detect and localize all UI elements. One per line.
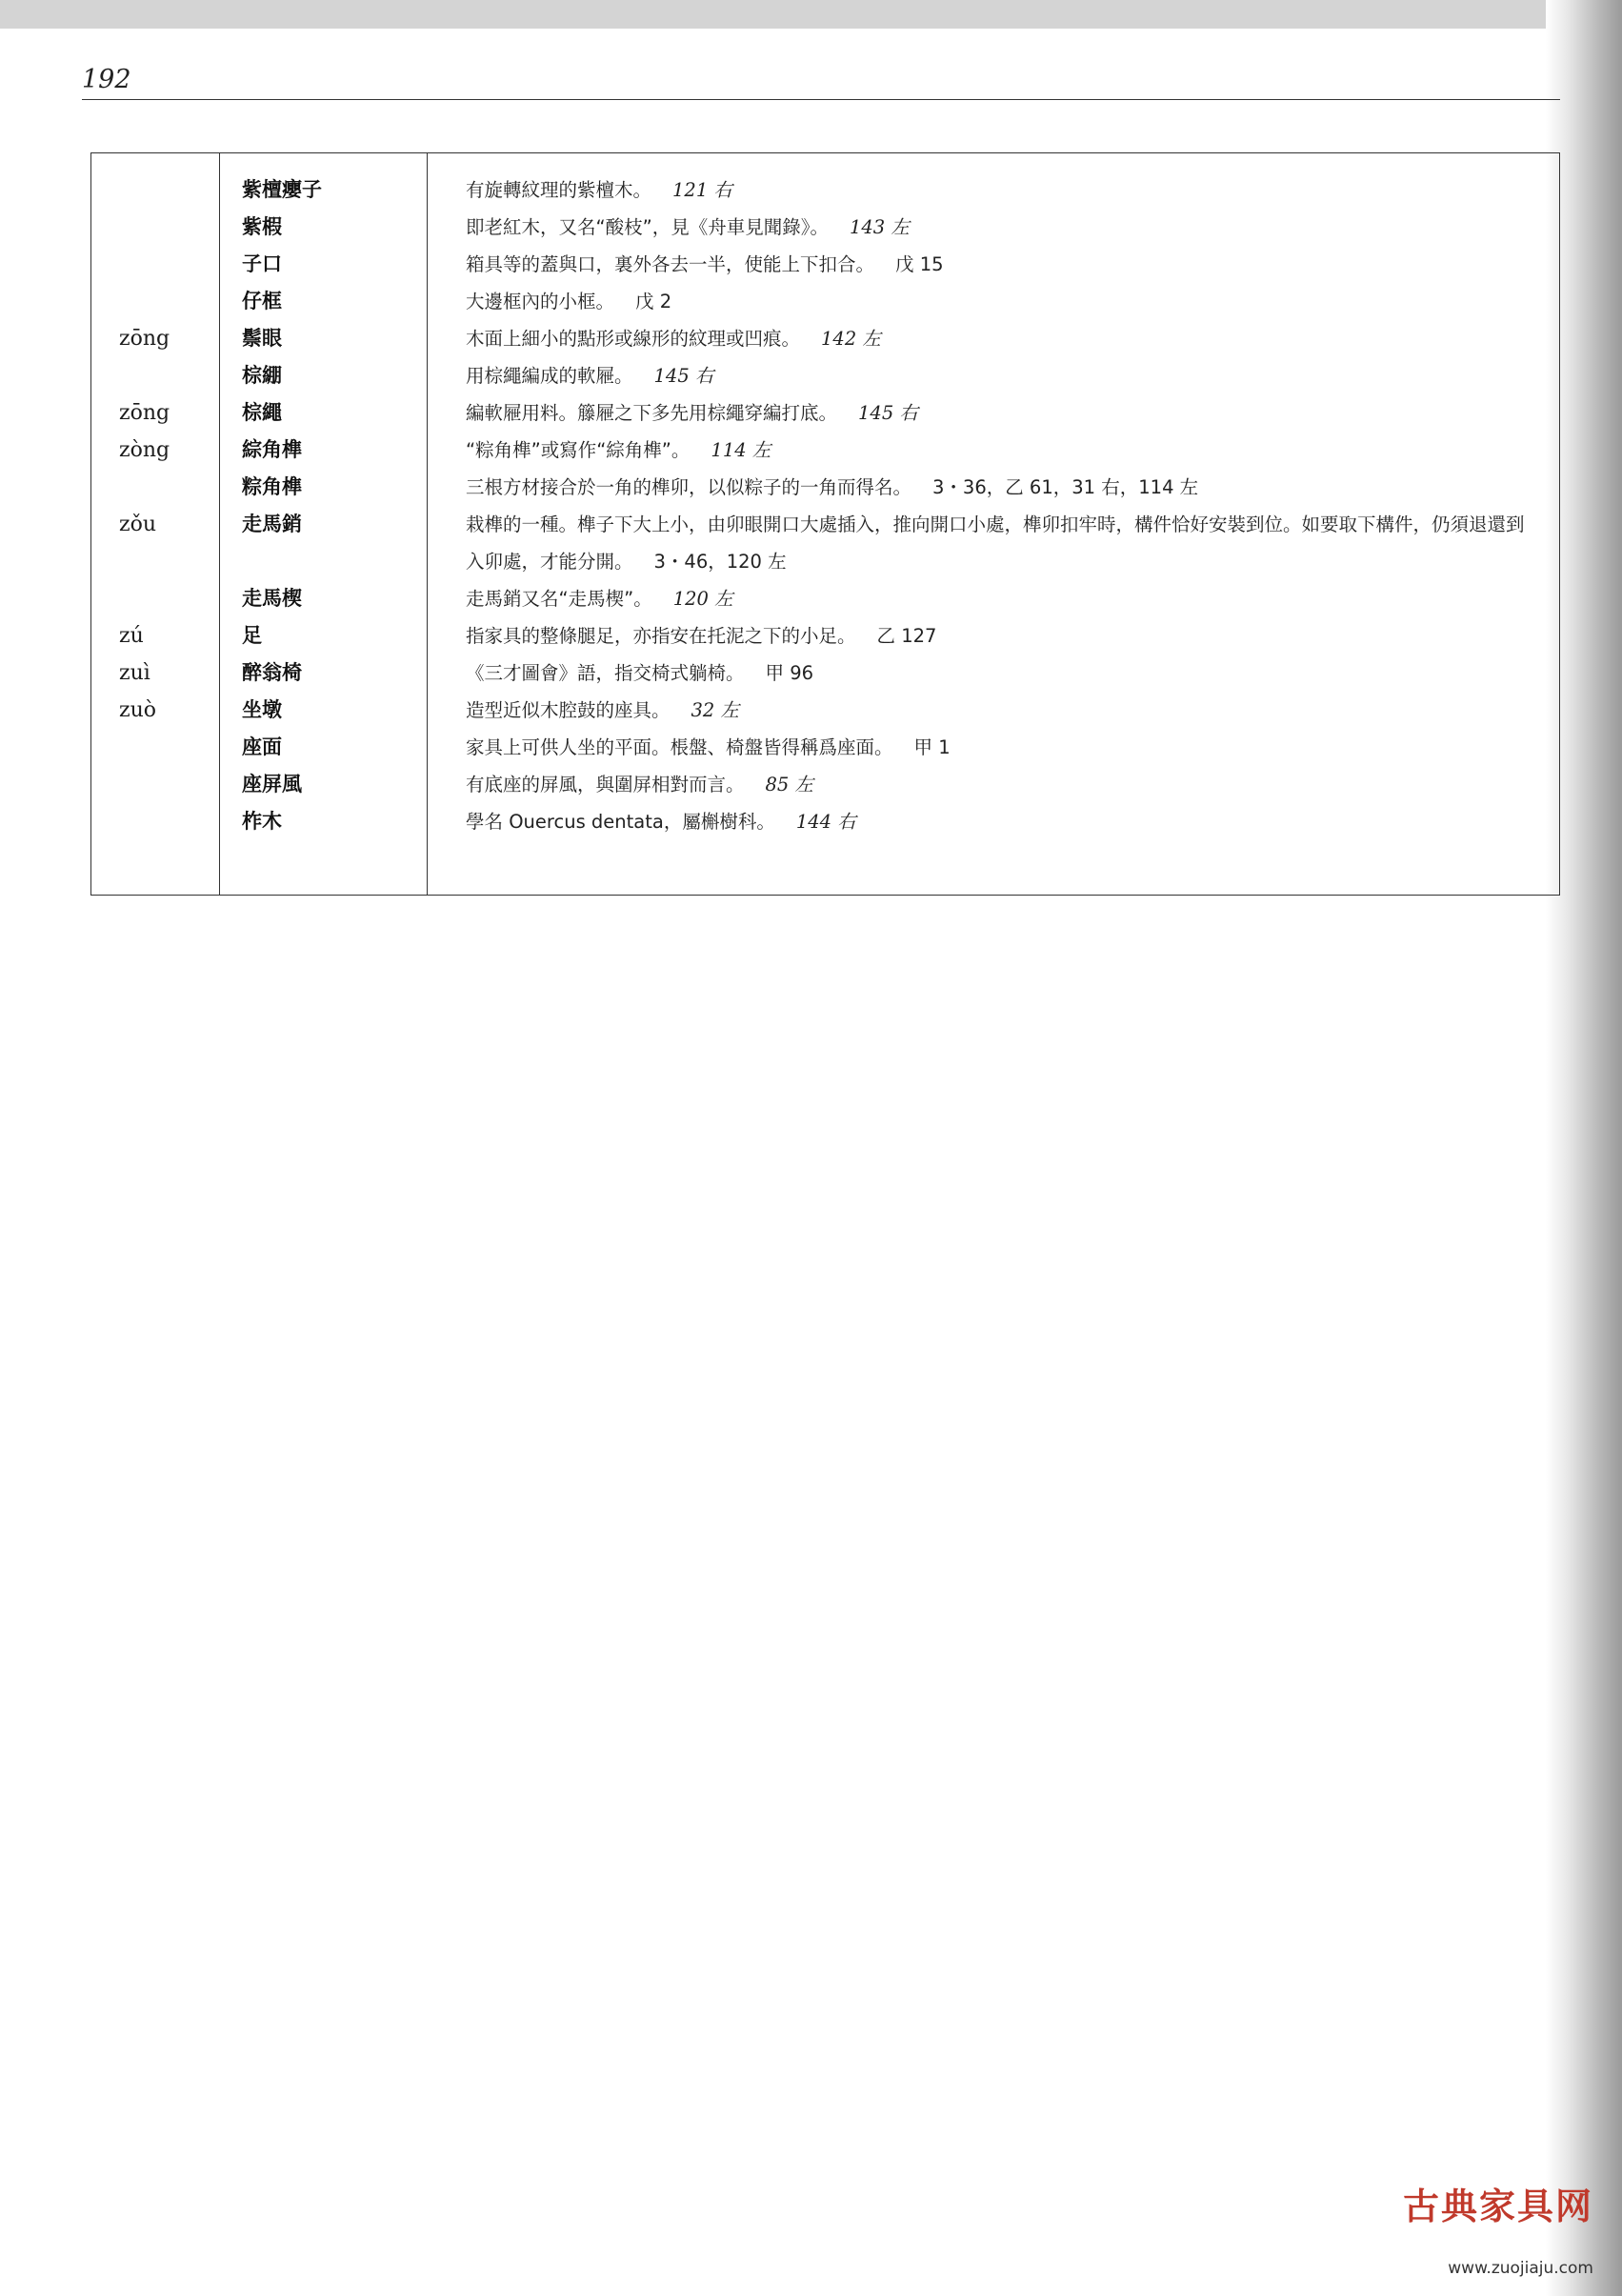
entry-term: 子口 [242,252,282,275]
entry-reference: 85 左 [765,774,814,796]
entry-definition-text: 木面上細小的點形或線形的紋理或凹痕。 [466,328,801,350]
glossary-row [91,506,1559,580]
entry-term: 座面 [242,735,282,758]
entry-reference: 143 左 [849,216,910,238]
watermark-title: 古典家具网 [1402,2185,1593,2227]
glossary-row [91,171,1559,209]
entry-definition [466,432,1532,469]
entry-term: 走馬楔 [242,587,302,610]
glossary-row [91,617,1559,655]
entry-reference: 3・46，120 左 [653,551,787,573]
entry-reference: 114 左 [711,439,771,461]
entry-definition-text: 有旋轉紋理的紫檀木。 [466,179,652,201]
entry-definition-text: 指家具的整條腿足，亦指安在托泥之下的小足。 [466,625,856,647]
entry-pinyin: zú [119,624,144,648]
entry-definition-text: 栽榫的一種。榫子下大上小，由卯眼開口大處插入，推向開口小處，榫卯扣牢時，構件恰好安裝到位。如要取下構件，仍須退還到入卯處，才能分開。 [466,514,1525,573]
entry-definition [466,469,1532,506]
entry-term: 足 [242,624,262,647]
entry-definition-text: 有底座的屏風，與圍屏相對而言。 [466,774,745,796]
glossary-row [91,729,1559,766]
entry-definition [466,766,1532,803]
entry-definition-text: 編軟屜用料。籐屜之下多先用棕繩穿編打底。 [466,402,838,424]
entry-definition-text: “粽角榫”或寫作“綜角榫”。 [466,439,691,461]
entry-definition-text: 即老紅木，又名“酸枝”，見《舟車見聞錄》。 [466,216,829,238]
entry-definition [466,617,1532,655]
entry-definition-text: 造型近似木腔鼓的座具。 [466,699,671,721]
entry-term: 柞木 [242,810,282,833]
entry-pinyin: zōng [119,401,170,425]
entry-definition-text: 大邊框內的小框。 [466,291,615,312]
entry-definition [466,692,1532,729]
glossary-row [91,432,1559,469]
glossary-table [90,152,1560,896]
entry-definition [466,246,1532,283]
entry-reference: 121 右 [672,179,732,201]
entry-term: 粽角榫 [242,475,302,498]
entry-reference: 32 左 [691,699,740,721]
header-rule [82,99,1560,100]
site-watermark [1370,2177,1593,2286]
glossary-row [91,320,1559,357]
entry-term: 坐墩 [242,698,282,721]
entry-term: 綜角榫 [242,438,302,461]
entry-reference: 戊 15 [895,253,944,275]
watermark-url: www.zuojiaju.com [1448,2259,1593,2278]
entry-definition [466,171,1532,209]
entry-reference: 戊 2 [635,291,672,312]
entry-definition [466,209,1532,246]
entry-term: 仔框 [242,290,282,312]
entry-definition-text: 家具上可供人坐的平面。棖盤、椅盤皆得稱爲座面。 [466,736,893,758]
entry-term: 走馬銷 [242,513,302,535]
entry-definition-text: 用棕繩編成的軟屜。 [466,365,633,387]
entry-definition [466,729,1532,766]
entry-term: 棕繩 [242,401,282,424]
entry-pinyin: zǒu [119,513,157,536]
glossary-row [91,580,1559,617]
entry-definition [466,283,1532,320]
glossary-row [91,246,1559,283]
entry-reference: 乙 127 [876,625,937,647]
entry-reference: 144 右 [795,811,856,833]
scan-top-band [0,0,1622,29]
entry-definition-text: 《三才圖會》語，指交椅式躺椅。 [466,662,745,684]
glossary-row [91,803,1559,840]
entry-term: 棕綳 [242,364,282,387]
entry-term: 紫檀癭子 [242,178,322,201]
entry-definition [466,506,1532,580]
entry-definition [466,803,1532,840]
glossary-rows [91,171,1559,840]
glossary-row [91,394,1559,432]
entry-reference: 3・36，乙 61，31 右，114 左 [932,476,1199,498]
entry-term: 座屏風 [242,773,302,796]
entry-pinyin: zòng [119,438,170,462]
glossary-row [91,692,1559,729]
glossary-row [91,357,1559,394]
glossary-row [91,469,1559,506]
entry-definition [466,320,1532,357]
entry-definition-text: 走馬銷又名“走馬楔”。 [466,588,652,610]
entry-definition [466,580,1532,617]
entry-pinyin: zuì [119,661,150,685]
entry-reference: 145 右 [653,365,714,387]
entry-reference: 甲 96 [765,662,814,684]
entry-definition [466,655,1532,692]
entry-term: 鬃眼 [242,327,282,350]
entry-definition-text: 箱具等的蓋與口，裏外各去一半，使能上下扣合。 [466,253,875,275]
entry-reference: 甲 1 [913,736,951,758]
entry-reference: 120 左 [672,588,733,610]
entry-definition [466,357,1532,394]
entry-definition-text: 三根方材接合於一角的榫卯，以似粽子的一角而得名。 [466,476,912,498]
page-number: 192 [82,65,131,94]
glossary-row [91,209,1559,246]
entry-term: 紫椵 [242,215,282,238]
entry-definition-text: 學名 Ouercus dentata，屬槲樹科。 [466,811,775,833]
entry-reference: 145 右 [858,402,918,424]
entry-pinyin: zuò [119,698,157,722]
entry-reference: 142 左 [821,328,881,350]
glossary-row [91,283,1559,320]
glossary-row [91,766,1559,803]
entry-term: 醉翁椅 [242,661,302,684]
entry-pinyin: zōng [119,327,170,351]
entry-definition [466,394,1532,432]
glossary-row [91,655,1559,692]
